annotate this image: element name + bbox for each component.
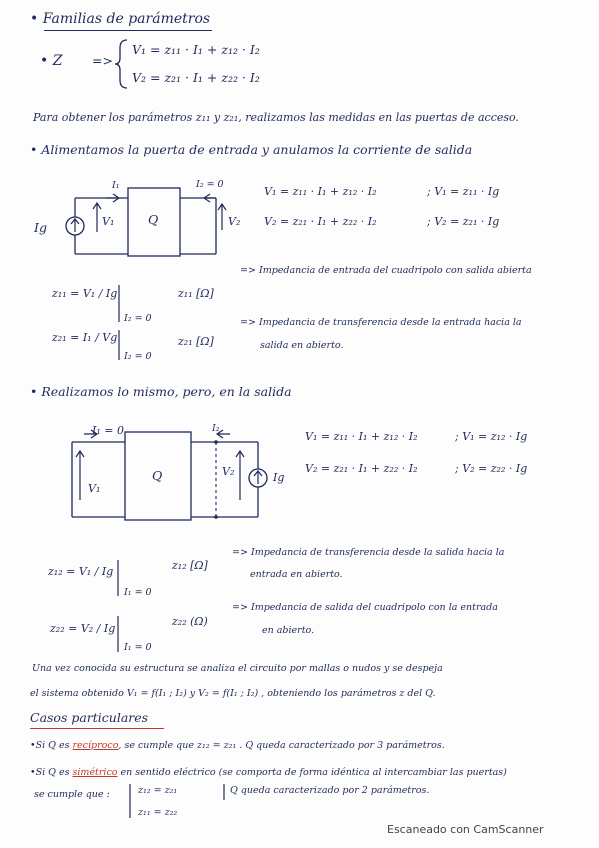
label-i1: I₁: [112, 180, 120, 191]
label-v1-s3: V₁: [88, 482, 101, 495]
z12-unit: z₁₂ [Ω]: [172, 559, 208, 572]
condition-z12-z21: z₁₂ = z₂₁: [138, 785, 178, 796]
equation-v2-case1: V₂ = z₂₁ · I₁ + z₂₂ · I₂: [264, 215, 377, 228]
simetrico-cumple: se cumple que :: [34, 789, 110, 800]
label-v1: V₁: [102, 215, 115, 228]
z11-description: => Impedancia de entrada del cuadripolo con salida abierta: [240, 265, 532, 276]
z11-unit: z₁₁ [Ω]: [178, 287, 214, 300]
label-ig: Ig: [34, 220, 47, 235]
label-q: Q: [148, 212, 159, 227]
case-simetrico: •Si Q es simétrico en sentido eléctrico (se comporta de forma idéntica al intercambiar las puertas): [30, 767, 507, 778]
bullet-alimentamos: • Alimentamos la puerta de entrada y anulamos la corriente de salida: [30, 142, 473, 157]
heading-familias: • Familias de parámetros: [30, 11, 211, 27]
z22-unit: z₂₂ (Ω): [172, 615, 208, 628]
z12-description-2: entrada en abierto.: [250, 569, 343, 580]
paragraph-estructura-1: Una vez conocida su estructura se analiza el circuito por mallas o nudos y se despeja: [32, 663, 443, 674]
result-v2-case2: ; V₂ = z₂₂ · Ig: [455, 462, 528, 475]
z21-definition: z₂₁ = I₁ / Vg: [52, 331, 118, 344]
z11-condition: I₂ = 0: [124, 313, 152, 324]
z22-condition: I₁ = 0: [124, 642, 152, 653]
bullet-realizamos: • Realizamos lo mismo, pero, en la salida: [30, 384, 292, 399]
result-v1-case2: ; V₁ = z₁₂ · Ig: [455, 430, 528, 443]
label-ig-s3: Ig: [273, 471, 285, 484]
z22-description: => Impedancia de salida del cuadripolo con la entrada: [232, 602, 498, 613]
z11-definition: z₁₁ = V₁ / Ig: [52, 287, 118, 300]
z21-description: => Impedancia de transferencia desde la entrada hacia la: [240, 317, 522, 328]
z12-definition: z₁₂ = V₁ / Ig: [48, 565, 114, 578]
word-reciproco: recíproco: [72, 740, 119, 751]
paragraph-estructura-2: el sistema obtenido V₁ = f(I₁ ; I₂) y V₂ = f(I₁ ; I₂) , obteniendo los parámetros z del Q.: [30, 688, 436, 699]
result-v1-case1: ; V₁ = z₁₁ · Ig: [427, 185, 500, 198]
z21-unit: z₂₁ [Ω]: [178, 335, 214, 348]
result-v2-case1: ; V₂ = z₂₁ · Ig: [427, 215, 500, 228]
z22-description-2: en abierto.: [262, 625, 315, 636]
label-v2-s3: V₂: [222, 465, 235, 478]
z-arrow: =>: [92, 53, 113, 68]
label-v2: V₂: [228, 215, 241, 228]
case-reciproco: •Si Q es recíproco, se cumple que z₁₂ = z₂₁ . Q queda caracterizado por 3 parámetros.: [30, 740, 445, 751]
label-i2-zero: I₂ = 0: [196, 179, 224, 190]
label-q-s3: Q: [152, 468, 163, 483]
label-i1-zero: I₁ = 0: [92, 424, 124, 437]
equation-v1-case1: V₁ = z₁₁ · I₁ + z₁₂ · I₂: [264, 185, 377, 198]
label-i2-s3: I₂: [212, 423, 220, 434]
condition-z11-z22: z₁₁ = z₂₂: [138, 807, 178, 818]
z12-condition: I₁ = 0: [124, 587, 152, 598]
camscanner-watermark: Escaneado con CamScanner: [387, 823, 544, 836]
z21-condition: I₂ = 0: [124, 351, 152, 362]
z-label: • Z: [40, 53, 63, 69]
equation-v1-case2: V₁ = z₁₁ · I₁ + z₁₂ · I₂: [305, 430, 418, 443]
paragraph-obtener: Para obtener los parámetros z₁₁ y z₂₁, realizamos las medidas en las puertas de acceso.: [33, 111, 519, 124]
z12-description: => Impedancia de transferencia desde la salida hacia la: [232, 547, 505, 558]
z22-definition: z₂₂ = V₂ / Ig: [50, 622, 116, 635]
word-simetrico: simétrico: [72, 767, 118, 778]
simetrico-result: Q queda caracterizado por 2 parámetros.: [230, 785, 430, 796]
equation-v2: V₂ = z₂₁ · I₁ + z₂₂ · I₂: [132, 70, 260, 85]
heading-casos: Casos particulares: [30, 710, 149, 725]
equation-v2-case2: V₂ = z₂₁ · I₁ + z₂₂ · I₂: [305, 462, 418, 475]
equation-v1: V₁ = z₁₁ · I₁ + z₁₂ · I₂: [132, 42, 260, 57]
z21-description-2: salida en abierto.: [260, 340, 344, 351]
